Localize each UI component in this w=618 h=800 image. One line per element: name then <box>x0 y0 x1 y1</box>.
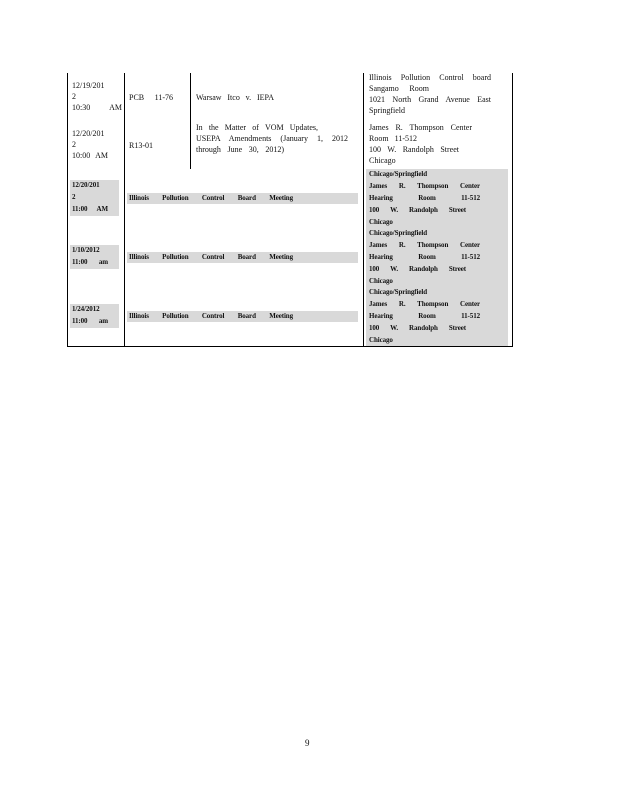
table-border-right <box>512 73 513 347</box>
case-number: R13-01 <box>129 141 153 150</box>
hearing-date: 12/20/201 2 10:00 AM <box>72 129 108 160</box>
meeting-date: 1/24/2012 11:00 am <box>72 305 108 325</box>
case-title: Warsaw Itco v. IEPA <box>196 93 274 102</box>
case-title: In the Matter of VOM Updates, USEPA Amendments (January 1, 2012 through June 30, 2012) <box>196 123 348 154</box>
page-number: 9 <box>305 738 310 748</box>
table-divider-location <box>363 73 364 347</box>
meeting-date: 1/10/2012 11:00 am <box>72 246 108 266</box>
meeting-location: Chicago/Springfield James R. Thompson Center Hearing Room 11-512 100 W. Randolph Street Chicago <box>369 288 480 344</box>
case-number: PCB 11-76 <box>129 93 173 102</box>
meeting-title: Illinois Pollution Control Board Meeting <box>129 312 293 320</box>
meeting-title: Illinois Pollution Control Board Meeting <box>129 194 293 202</box>
hearing-location: Illinois Pollution Control board Sangamo Room 1021 North Grand Avenue East Springfield <box>369 73 491 115</box>
table-divider-date <box>124 73 125 347</box>
hearing-location: James R. Thompson Center Room 11-512 100 W. Randolph Street Chicago <box>369 123 472 165</box>
meeting-title: Illinois Pollution Control Board Meeting <box>129 253 293 261</box>
table-border-left <box>67 73 68 347</box>
meeting-location: Chicago/Springfield James R. Thompson Center Hearing Room 11-512 100 W. Randolph Street Chicago <box>369 229 480 285</box>
meeting-date: 12/20/201 2 11:00 AM <box>72 181 108 213</box>
table-divider-case <box>190 73 191 169</box>
hearing-date: 12/19/201 2 10:30 AM <box>72 81 122 112</box>
meeting-location: Chicago/Springfield James R. Thompson Center Hearing Room 11-512 100 W. Randolph Street Chicago <box>369 170 480 226</box>
